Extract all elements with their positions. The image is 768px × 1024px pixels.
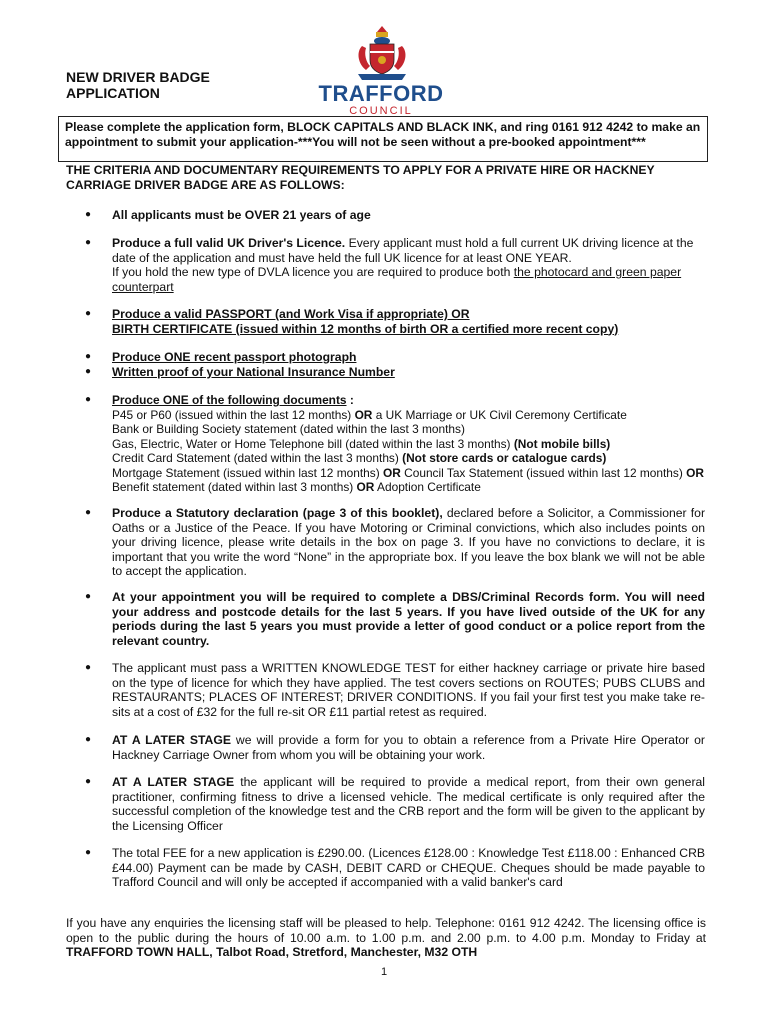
list-item [85, 393, 705, 495]
item-age: All applicants must be OVER 21 years of age [112, 208, 371, 222]
licence-bold: Produce a full valid UK Driver's Licence. [112, 236, 346, 250]
list-item [85, 733, 705, 762]
medical-bold: AT A LATER STAGE [112, 775, 235, 789]
page-title [66, 69, 210, 101]
list-item [85, 775, 705, 833]
licence-text-2: If you hold the new type of DVLA licence you are required to produce both [112, 265, 514, 279]
council-logo-sub: COUNCIL [349, 105, 413, 117]
list-item [85, 506, 705, 579]
footer-address: TRAFFORD TOWN HALL, Talbot Road, Stretford, Manchester, M32 OTH [66, 945, 478, 959]
notice-box: Please complete the application form, BLOCK CAPITALS AND BLACK INK, and ring 0161 912 4242 to make an appointment to submit your application-***You will not be seen without a pre-booked appointment*** [58, 116, 708, 162]
docs-colon: : [346, 393, 354, 407]
docs-line-5b: Council Tax Statement (issued within last 12 months) [400, 465, 687, 480]
ref-bold: AT A LATER STAGE [112, 733, 231, 747]
bullet-icon: ● [85, 366, 92, 377]
docs-line-3a: Gas, Electric, Water or Home Telephone bill (dated within the last 3 months) [112, 436, 514, 451]
bullet-icon: ● [85, 351, 92, 362]
bullet-icon: ● [85, 734, 92, 745]
statutory-bold: Produce a Statutory declaration (page 3 of this booklet), [112, 506, 443, 520]
docs-line-4a: Credit Card Statement (dated within the last 3 months) [112, 451, 403, 465]
page-number: 1 [380, 966, 388, 978]
list-item [85, 208, 705, 223]
docs-line-5d: Adoption Certificate [374, 480, 481, 494]
footer-body: If you have any enquiries the licensing staff will be pleased to help. Telephone: 0161 912 4242. The licensing office is open to the public during the hours of 10.00 a.m. to 1.00 p.m. and 2.00 p.m. to 4.00 p.m. Monday to Friday at [66, 916, 706, 945]
docs-line-1a: P45 or P60 (issued within the last 12 months) [112, 407, 355, 422]
medical-text: the applicant will be required to provide a medical report, from their own general practitioner, confirming fitness to drive a licensed vehicle. The medical certificate is only required after the successful completion of the knowledge test and the CRB report and the form will be given to the applicant by the Licensing Officer [112, 775, 705, 833]
docs-or: OR [356, 480, 375, 494]
docs-line-4b: (Not store cards or catalogue cards) [402, 451, 607, 465]
item-fee: The total FEE for a new application is £290.00. (Licences £128.00 : Knowledge Test £118.00 : Enhanced CRB £44.00) Payment can be made by CASH, DEBIT CARD or CHEQUE. Cheques should be made payable to Trafford Council and will only be accepted if accompanied with a valid banker's card [112, 846, 705, 889]
docs-line-3b: (Not mobile bills) [513, 436, 611, 451]
bullet-icon: ● [85, 507, 92, 518]
list-item [85, 365, 705, 380]
council-crest-icon [340, 24, 424, 84]
docs-line-5c: Benefit statement (dated within last 3 months) [112, 480, 357, 494]
docs-heading: Produce ONE of the following documents [112, 393, 347, 407]
passport-line-2: BIRTH CERTIFICATE (issued within 12 months of birth OR a certified more recent copy) [112, 321, 619, 336]
bullet-icon: ● [85, 237, 92, 248]
title-line-2: APPLICATION [66, 85, 160, 101]
title-line-1: NEW DRIVER BADGE [66, 69, 210, 85]
docs-or: OR [686, 465, 704, 480]
footer-text [66, 916, 706, 960]
docs-line-5a: Mortgage Statement (issued within last 12 months) [112, 465, 383, 480]
bullet-icon: ● [85, 308, 92, 319]
bullet-icon: ● [85, 776, 92, 787]
licence-underlined: the photocard and green paper counterpart [112, 265, 682, 294]
list-item [85, 590, 705, 648]
council-logo-name: TRAFFORD [318, 81, 444, 106]
item-photo: Produce ONE recent passport photograph [112, 350, 357, 364]
list-item [85, 307, 705, 336]
list-item [85, 350, 705, 365]
list-item [85, 846, 705, 890]
licence-text: Every applicant must hold a full current UK driving licence at the date of the application and must have held the full UK licence for at least ONE YEAR. [112, 236, 694, 265]
bullet-icon: ● [85, 662, 92, 673]
list-item [85, 661, 705, 719]
passport-line-1: Produce a valid PASSPORT (and Work Visa if appropriate) OR [112, 307, 470, 321]
item-test: The applicant must pass a WRITTEN KNOWLEDGE TEST for either hackney carriage or private hire based on the type of licence for which they have applied. The test covers sections on ROUTES; PUBS CLUBS and RESTAURANTS; PLACES OF INTEREST; DRIVER CONDITIONS. If you fail your first test you make take re-sits at a cost of £32 for the full re-sit OR £11 partial retest as required. [112, 661, 705, 719]
statutory-text: declared before a Solicitor, a Commissioner for Oaths or a Justice of the Peace. If you have Motoring or Criminal convictions, which also includes points on your driving licence, please write details in the box on page 3. If you have no convictions to declare, it is important that you write the word “None” in the appropriate box. If you leave the box blank we will not be able to accept the application. [112, 506, 705, 578]
list-item [85, 236, 705, 294]
item-dbs: At your appointment you will be required to complete a DBS/Criminal Records form. You will need your address and postcode details for the last 5 years. If you have lived outside of the UK for any periods during the last 5 years you must provide a letter of good conduct or a police report from the relevant country. [112, 590, 705, 648]
criteria-heading: THE CRITERIA AND DOCUMENTARY REQUIREMENTS TO APPLY FOR A PRIVATE HIRE OR HACKNEY CARRIAGE DRIVER BADGE ARE AS FOLLOWS: [66, 163, 655, 192]
bullet-icon: ● [85, 591, 92, 602]
bullet-icon: ● [85, 394, 92, 405]
docs-line-1b: a UK Marriage or UK Civil Ceremony Certificate [372, 407, 627, 422]
bullet-icon: ● [85, 847, 92, 858]
bullet-icon: ● [85, 209, 92, 220]
ref-text: we will provide a form for you to obtain a reference from a Private Hire Operator or Hackney Carriage Owner from whom you will be obtaining your work. [112, 733, 705, 762]
item-ni: Written proof of your National Insurance Number [112, 365, 395, 379]
docs-line-2: Bank or Building Society statement (dated within the last 3 months) [112, 422, 465, 436]
docs-or: OR [382, 465, 401, 480]
docs-or: OR [354, 407, 373, 422]
